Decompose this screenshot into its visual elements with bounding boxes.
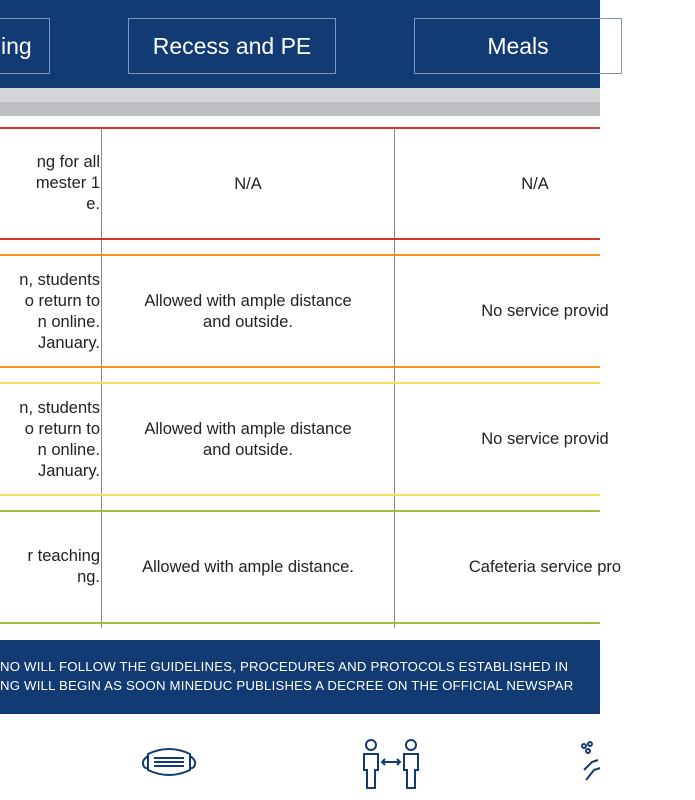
row3-meals-text: No service provid bbox=[481, 430, 609, 448]
footer-notice-line-2: NG WILL BEGIN AS SOON MINEDUC PUBLISHES A DECREE ON THE OFFICIAL NEWSPAR bbox=[0, 678, 574, 693]
row3-recess-text: Allowed with ample distance and outside. bbox=[144, 420, 352, 459]
row2-recess-text: Allowed with ample distance and outside. bbox=[144, 292, 352, 331]
column-header-recess-pe bbox=[128, 18, 336, 74]
footer-notice bbox=[0, 640, 600, 714]
row-border-orange-top bbox=[0, 254, 600, 256]
social-distance-icon bbox=[360, 738, 422, 795]
row4-recess-text: Allowed with ample distance. bbox=[142, 558, 354, 576]
sanitize-hands-icon bbox=[580, 740, 600, 795]
row-border-yellow-bottom bbox=[0, 494, 600, 496]
separator-bar-dark bbox=[0, 102, 600, 116]
column-header-teaching bbox=[0, 18, 50, 74]
row-border-green-bottom bbox=[0, 622, 600, 624]
separator-bar-light bbox=[0, 88, 600, 102]
row3-teaching-text: n, students o return to n online. January. bbox=[19, 399, 100, 480]
column-divider bbox=[394, 128, 395, 628]
row4-meals-text: Cafeteria service pro bbox=[468, 558, 622, 576]
row-border-green-top bbox=[0, 510, 600, 512]
column-header-meals-label: Meals bbox=[487, 32, 549, 59]
row2-teaching-text: n, students o return to n online. January. bbox=[19, 271, 100, 352]
face-mask-icon bbox=[140, 742, 198, 787]
row1-recess-text: N/A bbox=[234, 175, 262, 193]
row1-teaching-text: ng for all mester 1 e. bbox=[35, 153, 100, 213]
row-border-red-top bbox=[0, 127, 600, 129]
row-border-yellow-top bbox=[0, 382, 600, 384]
row-border-orange-bottom bbox=[0, 366, 600, 368]
column-header-teaching-label: ing bbox=[1, 32, 32, 59]
footer-notice-line-1: NO WILL FOLLOW THE GUIDELINES, PROCEDURES AND PROTOCOLS ESTABLISHED IN bbox=[0, 659, 569, 674]
column-divider bbox=[101, 128, 102, 628]
row4-teaching-text: r teaching ng. bbox=[27, 547, 100, 586]
row-border-red-bottom bbox=[0, 238, 600, 240]
column-header-meals bbox=[414, 18, 622, 74]
column-header-recess-pe-label: Recess and PE bbox=[152, 32, 312, 59]
row1-meals-text: N/A bbox=[521, 175, 549, 193]
row2-meals-text: No service provid bbox=[481, 302, 609, 320]
header-band bbox=[0, 0, 600, 88]
